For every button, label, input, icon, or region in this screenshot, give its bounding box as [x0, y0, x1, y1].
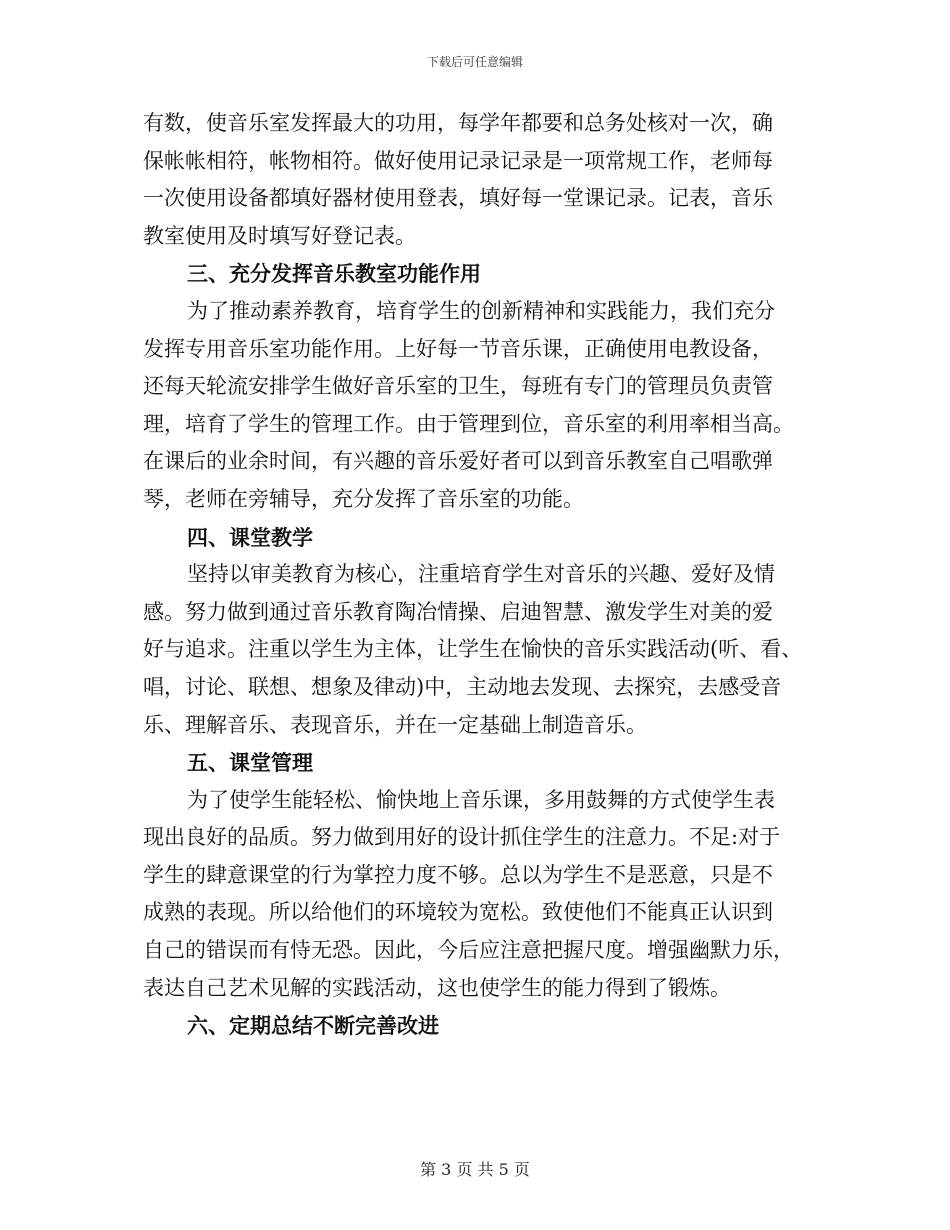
section-heading: 四、课堂教学: [187, 524, 313, 550]
paragraph-line: 有数，使音乐室发挥最大的功用，每学年都要和总务处核对一次，确: [143, 111, 773, 135]
paragraph-line: 保帐帐相符，帐物相符。做好使用记录记录是一项常规工作，老师每: [143, 148, 773, 173]
paragraph-line: 表达自己艺术见解的实践活动，这也使学生的能力得到了锻炼。: [143, 975, 731, 1000]
paragraph-line: 教室使用及时填写好登记表。: [143, 223, 416, 248]
paragraph-line: 成熟的表现。所以给他们的环境较为宽松。致使他们不能真正认识到: [143, 900, 773, 925]
paragraph-line: 琴，老师在旁辅导，充分发挥了音乐室的功能。: [143, 486, 584, 511]
paragraph-line: 还每天轮流安排学生做好音乐室的卫生，每班有专门的管理员负责管: [143, 374, 773, 399]
paragraph-line: 乐、理解音乐、表现音乐，并在一定基础上制造音乐。: [143, 712, 647, 737]
section-heading: 三、充分发挥音乐教室功能作用: [187, 261, 481, 287]
paragraph-line: 为了推动素养教育，培育学生的创新精神和实践能力，我们充分: [187, 298, 775, 323]
paragraph-line: 为了使学生能轻松、愉快地上音乐课，多用鼓舞的方式使学生表: [187, 787, 775, 812]
paragraph-line: 好与追求。注重以学生为主体，让学生在愉快的音乐实践活动(听、看、: [143, 637, 803, 662]
section-heading: 六、定期总结不断完善改进: [187, 1013, 439, 1039]
document-body: [143, 105, 833, 1045]
paragraph-line: 唱，讨论、联想、想象及律动)中，主动地去发现、去探究，去感受音: [143, 674, 782, 699]
paragraph-line: 学生的肆意课堂的行为掌控力度不够。总以为学生不是恶意，只是不: [143, 862, 773, 887]
paragraph-line: 在课后的业余时间，有兴趣的音乐爱好者可以到音乐教室自己唱歌弹: [143, 449, 773, 474]
paragraph-line: 理，培育了学生的管理工作。由于管理到位，音乐室的利用率相当高。: [143, 411, 794, 436]
paragraph-line: 现出良好的品质。努力做到用好的设计抓住学生的注意力。不足:对于: [143, 825, 781, 850]
section-heading: 五、课堂管理: [187, 750, 313, 776]
paragraph-line: 坚持以审美教育为核心，注重培育学生对音乐的兴趣、爱好及情: [187, 562, 775, 587]
page-header: 下载后可任意编辑: [426, 55, 523, 69]
page-number: 第 3 页 共 5 页: [420, 1160, 530, 1179]
paragraph-line: 一次使用设备都填好器材使用登表，填好每一堂课记录。记表，音乐: [143, 186, 773, 211]
paragraph-line: 感。努力做到通过音乐教育陶冶情操、启迪智慧、激发学生对美的爱: [143, 599, 773, 624]
paragraph-line: 自己的错误而有恃无恐。因此，今后应注意把握尺度。增强幽默力乐，: [143, 938, 794, 963]
paragraph-line: 发挥专用音乐室功能作用。上好每一节音乐课，正确使用电教设备，: [143, 336, 773, 361]
